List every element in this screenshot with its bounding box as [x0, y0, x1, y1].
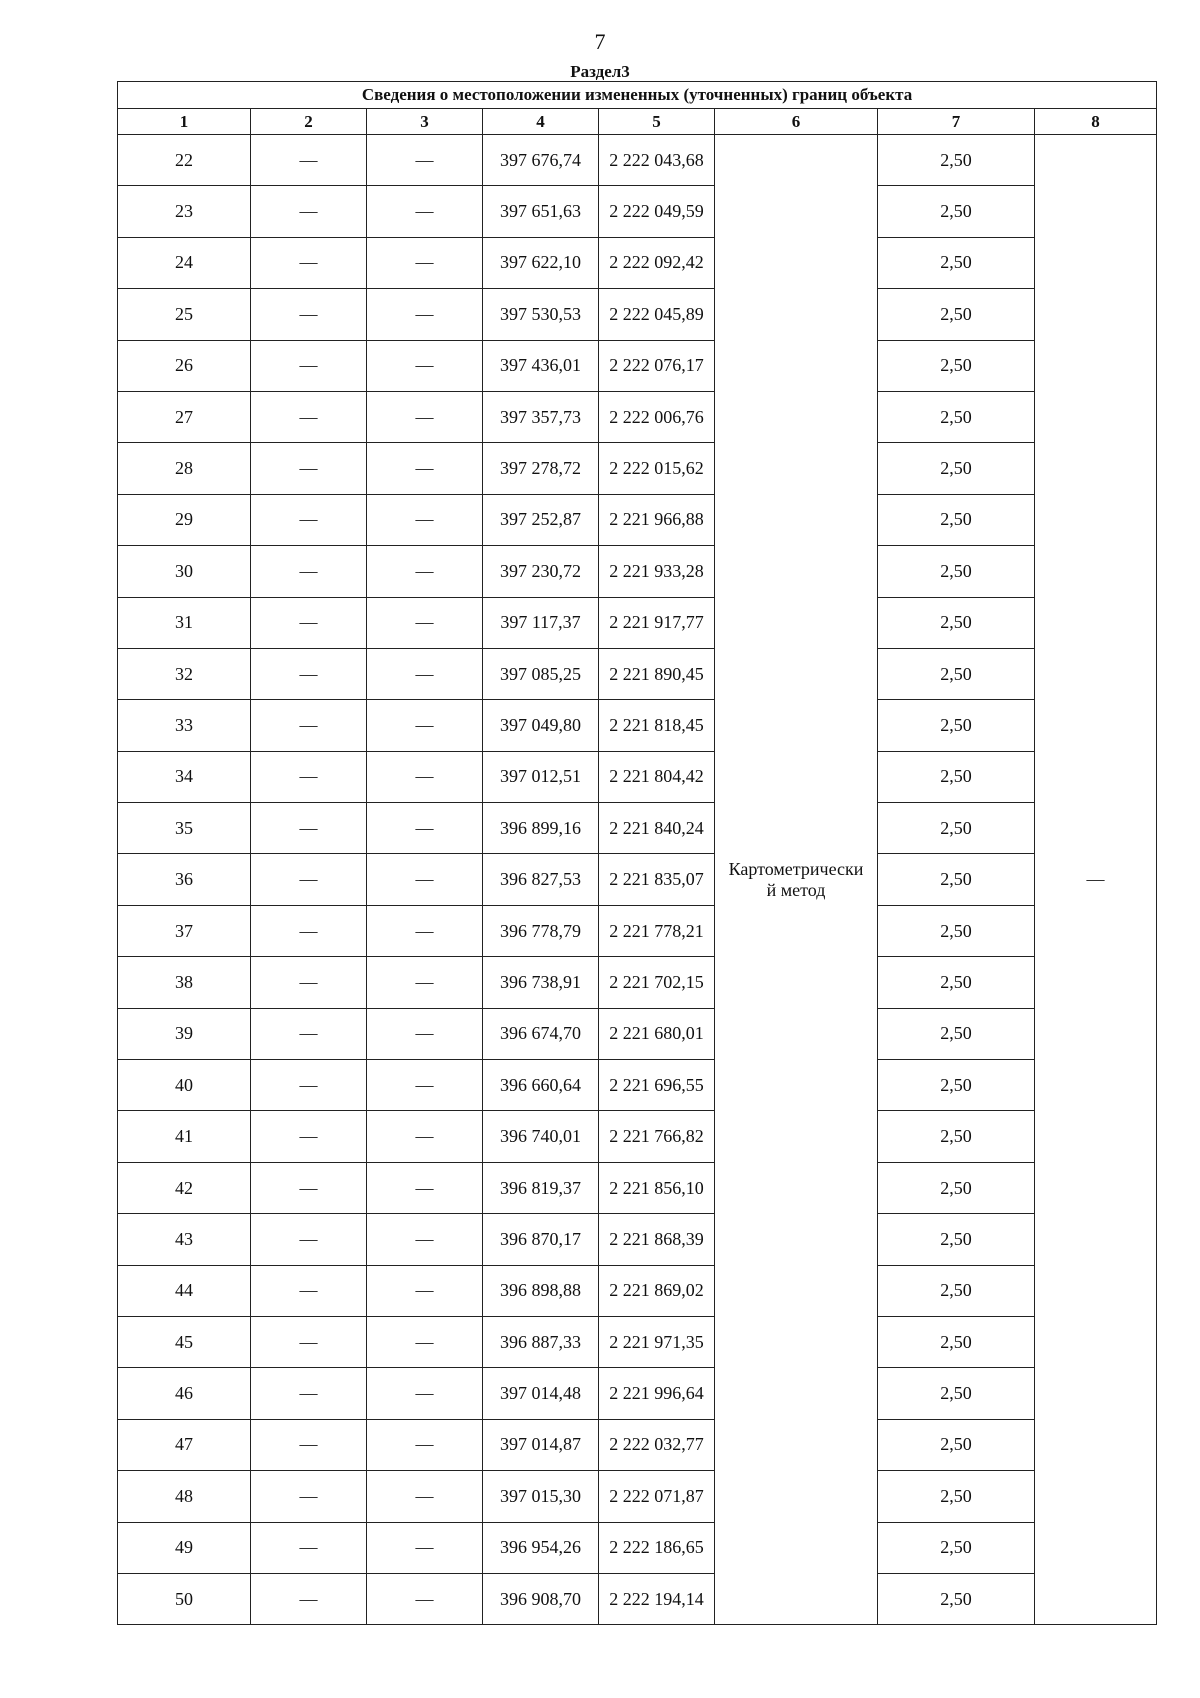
- column-2-cell: —: [251, 1471, 367, 1522]
- point-number-cell: 50: [118, 1573, 251, 1624]
- accuracy-cell: 2,50: [878, 957, 1035, 1008]
- column-3-cell: —: [367, 1265, 483, 1316]
- accuracy-cell: 2,50: [878, 803, 1035, 854]
- table-row: [118, 1162, 1157, 1213]
- x-coordinate-cell: 397 278,72: [483, 443, 599, 494]
- x-coordinate-cell: 396 908,70: [483, 1573, 599, 1624]
- point-number-cell: 45: [118, 1316, 251, 1367]
- x-coordinate-cell: 396 778,79: [483, 905, 599, 956]
- accuracy-cell: 2,50: [878, 1368, 1035, 1419]
- table-body: [118, 135, 1157, 1625]
- column-3-cell: —: [367, 1522, 483, 1573]
- column-2-cell: —: [251, 854, 367, 905]
- y-coordinate-cell: 2 221 971,35: [599, 1316, 715, 1367]
- point-number-cell: 27: [118, 391, 251, 442]
- column-2-cell: —: [251, 803, 367, 854]
- column-number-7: 7: [878, 109, 1035, 135]
- y-coordinate-cell: 2 221 696,55: [599, 1060, 715, 1111]
- accuracy-cell: 2,50: [878, 1111, 1035, 1162]
- column-2-cell: —: [251, 1368, 367, 1419]
- column-2-cell: —: [251, 443, 367, 494]
- point-number-cell: 37: [118, 905, 251, 956]
- table-row: [118, 1522, 1157, 1573]
- point-number-cell: 34: [118, 751, 251, 802]
- point-number-cell: 35: [118, 803, 251, 854]
- table-row: [118, 957, 1157, 1008]
- accuracy-cell: 2,50: [878, 1162, 1035, 1213]
- x-coordinate-cell: 397 676,74: [483, 135, 599, 186]
- column-number-row: [118, 109, 1157, 135]
- x-coordinate-cell: 397 117,37: [483, 597, 599, 648]
- column-2-cell: —: [251, 1573, 367, 1624]
- column-3-cell: —: [367, 237, 483, 288]
- column-2-cell: —: [251, 1316, 367, 1367]
- column-number-4: 4: [483, 109, 599, 135]
- table-row: [118, 135, 1157, 186]
- x-coordinate-cell: 396 740,01: [483, 1111, 599, 1162]
- y-coordinate-cell: 2 222 092,42: [599, 237, 715, 288]
- column-2-cell: —: [251, 340, 367, 391]
- table-row: [118, 1316, 1157, 1367]
- point-number-cell: 25: [118, 289, 251, 340]
- point-number-cell: 23: [118, 186, 251, 237]
- column-3-cell: —: [367, 340, 483, 391]
- table-row: [118, 1060, 1157, 1111]
- point-number-cell: 22: [118, 135, 251, 186]
- x-coordinate-cell: 397 252,87: [483, 494, 599, 545]
- column-3-cell: —: [367, 905, 483, 956]
- accuracy-cell: 2,50: [878, 648, 1035, 699]
- column-number-2: 2: [251, 109, 367, 135]
- accuracy-cell: 2,50: [878, 1214, 1035, 1265]
- table-row: [118, 1573, 1157, 1624]
- accuracy-cell: 2,50: [878, 905, 1035, 956]
- y-coordinate-cell: 2 221 840,24: [599, 803, 715, 854]
- column-3-cell: —: [367, 597, 483, 648]
- column-2-cell: —: [251, 1008, 367, 1059]
- table-row: [118, 1368, 1157, 1419]
- point-number-cell: 39: [118, 1008, 251, 1059]
- point-number-cell: 29: [118, 494, 251, 545]
- table-row: [118, 751, 1157, 802]
- boundary-coordinates-table: [117, 81, 1157, 1625]
- table-row: [118, 1471, 1157, 1522]
- column-2-cell: —: [251, 494, 367, 545]
- point-number-cell: 30: [118, 546, 251, 597]
- y-coordinate-cell: 2 221 702,15: [599, 957, 715, 1008]
- y-coordinate-cell: 2 222 049,59: [599, 186, 715, 237]
- column-3-cell: —: [367, 1316, 483, 1367]
- column-number-1: 1: [118, 109, 251, 135]
- table-caption: Сведения о местоположении измененных (уточненных) границ объекта: [118, 82, 1157, 109]
- column-2-cell: —: [251, 700, 367, 751]
- x-coordinate-cell: 397 012,51: [483, 751, 599, 802]
- point-number-cell: 43: [118, 1214, 251, 1265]
- x-coordinate-cell: 396 738,91: [483, 957, 599, 1008]
- x-coordinate-cell: 396 898,88: [483, 1265, 599, 1316]
- accuracy-cell: 2,50: [878, 1265, 1035, 1316]
- y-coordinate-cell: 2 221 835,07: [599, 854, 715, 905]
- column-2-cell: —: [251, 1111, 367, 1162]
- y-coordinate-cell: 2 221 680,01: [599, 1008, 715, 1059]
- y-coordinate-cell: 2 221 818,45: [599, 700, 715, 751]
- column-3-cell: —: [367, 803, 483, 854]
- x-coordinate-cell: 397 651,63: [483, 186, 599, 237]
- column-2-cell: —: [251, 957, 367, 1008]
- point-number-cell: 44: [118, 1265, 251, 1316]
- column-2-cell: —: [251, 1522, 367, 1573]
- column-3-cell: —: [367, 1471, 483, 1522]
- column-2-cell: —: [251, 546, 367, 597]
- accuracy-cell: 2,50: [878, 1419, 1035, 1470]
- accuracy-cell: 2,50: [878, 135, 1035, 186]
- page-number: 7: [594, 29, 606, 54]
- y-coordinate-cell: 2 222 186,65: [599, 1522, 715, 1573]
- column-3-cell: —: [367, 1162, 483, 1213]
- point-number-cell: 49: [118, 1522, 251, 1573]
- table-row: [118, 1265, 1157, 1316]
- y-coordinate-cell: 2 222 076,17: [599, 340, 715, 391]
- column-3-cell: —: [367, 1214, 483, 1265]
- column-2-cell: —: [251, 648, 367, 699]
- accuracy-cell: 2,50: [878, 751, 1035, 802]
- table-row: [118, 443, 1157, 494]
- column-3-cell: —: [367, 1111, 483, 1162]
- column-8-cell: —: [1035, 135, 1157, 1625]
- column-3-cell: —: [367, 391, 483, 442]
- column-3-cell: —: [367, 546, 483, 597]
- point-number-cell: 38: [118, 957, 251, 1008]
- table-row: [118, 186, 1157, 237]
- y-coordinate-cell: 2 221 890,45: [599, 648, 715, 699]
- table-row: [118, 1111, 1157, 1162]
- accuracy-cell: 2,50: [878, 186, 1035, 237]
- point-number-cell: 46: [118, 1368, 251, 1419]
- table-row: [118, 1214, 1157, 1265]
- x-coordinate-cell: 397 049,80: [483, 700, 599, 751]
- table-row: [118, 700, 1157, 751]
- column-2-cell: —: [251, 135, 367, 186]
- column-3-cell: —: [367, 1573, 483, 1624]
- point-number-cell: 42: [118, 1162, 251, 1213]
- column-2-cell: —: [251, 751, 367, 802]
- y-coordinate-cell: 2 221 996,64: [599, 1368, 715, 1419]
- determination-method-cell: [715, 135, 878, 1625]
- column-3-cell: —: [367, 1419, 483, 1470]
- y-coordinate-cell: 2 222 043,68: [599, 135, 715, 186]
- column-2-cell: —: [251, 1419, 367, 1470]
- column-2-cell: —: [251, 905, 367, 956]
- x-coordinate-cell: 397 014,48: [483, 1368, 599, 1419]
- x-coordinate-cell: 396 887,33: [483, 1316, 599, 1367]
- table-row: [118, 289, 1157, 340]
- point-number-cell: 36: [118, 854, 251, 905]
- accuracy-cell: 2,50: [878, 1060, 1035, 1111]
- x-coordinate-cell: 396 819,37: [483, 1162, 599, 1213]
- point-number-cell: 28: [118, 443, 251, 494]
- column-number-3: 3: [367, 109, 483, 135]
- point-number-cell: 48: [118, 1471, 251, 1522]
- point-number-cell: 32: [118, 648, 251, 699]
- column-2-cell: —: [251, 289, 367, 340]
- y-coordinate-cell: 2 221 933,28: [599, 546, 715, 597]
- column-3-cell: —: [367, 494, 483, 545]
- table-row: [118, 854, 1157, 905]
- section-title: Раздел3: [570, 62, 630, 81]
- accuracy-cell: 2,50: [878, 546, 1035, 597]
- y-coordinate-cell: 2 222 194,14: [599, 1573, 715, 1624]
- column-number-5: 5: [599, 109, 715, 135]
- x-coordinate-cell: 396 899,16: [483, 803, 599, 854]
- accuracy-cell: 2,50: [878, 237, 1035, 288]
- x-coordinate-cell: 396 870,17: [483, 1214, 599, 1265]
- column-3-cell: —: [367, 443, 483, 494]
- accuracy-cell: 2,50: [878, 443, 1035, 494]
- column-3-cell: —: [367, 854, 483, 905]
- y-coordinate-cell: 2 221 917,77: [599, 597, 715, 648]
- y-coordinate-cell: 2 221 868,39: [599, 1214, 715, 1265]
- y-coordinate-cell: 2 222 032,77: [599, 1419, 715, 1470]
- y-coordinate-cell: 2 221 966,88: [599, 494, 715, 545]
- table-row: [118, 648, 1157, 699]
- point-number-cell: 31: [118, 597, 251, 648]
- table-row: [118, 237, 1157, 288]
- method-line: Картометрически: [728, 858, 864, 879]
- accuracy-cell: 2,50: [878, 1471, 1035, 1522]
- point-number-cell: 24: [118, 237, 251, 288]
- x-coordinate-cell: 396 660,64: [483, 1060, 599, 1111]
- table-row: [118, 1419, 1157, 1470]
- column-2-cell: —: [251, 597, 367, 648]
- accuracy-cell: 2,50: [878, 1573, 1035, 1624]
- accuracy-cell: 2,50: [878, 597, 1035, 648]
- column-2-cell: —: [251, 1265, 367, 1316]
- column-3-cell: —: [367, 700, 483, 751]
- x-coordinate-cell: 396 954,26: [483, 1522, 599, 1573]
- x-coordinate-cell: 397 014,87: [483, 1419, 599, 1470]
- y-coordinate-cell: 2 221 869,02: [599, 1265, 715, 1316]
- accuracy-cell: 2,50: [878, 1316, 1035, 1367]
- y-coordinate-cell: 2 222 015,62: [599, 443, 715, 494]
- column-3-cell: —: [367, 135, 483, 186]
- column-2-cell: —: [251, 186, 367, 237]
- table-row: [118, 340, 1157, 391]
- y-coordinate-cell: 2 222 045,89: [599, 289, 715, 340]
- column-number-6: 6: [715, 109, 878, 135]
- table-row: [118, 546, 1157, 597]
- column-3-cell: —: [367, 1008, 483, 1059]
- column-3-cell: —: [367, 186, 483, 237]
- x-coordinate-cell: 396 827,53: [483, 854, 599, 905]
- table-row: [118, 803, 1157, 854]
- x-coordinate-cell: 397 530,53: [483, 289, 599, 340]
- x-coordinate-cell: 397 436,01: [483, 340, 599, 391]
- table-row: [118, 905, 1157, 956]
- column-3-cell: —: [367, 751, 483, 802]
- point-number-cell: 41: [118, 1111, 251, 1162]
- x-coordinate-cell: 397 230,72: [483, 546, 599, 597]
- x-coordinate-cell: 397 015,30: [483, 1471, 599, 1522]
- column-3-cell: —: [367, 648, 483, 699]
- accuracy-cell: 2,50: [878, 1008, 1035, 1059]
- point-number-cell: 26: [118, 340, 251, 391]
- x-coordinate-cell: 396 674,70: [483, 1008, 599, 1059]
- column-2-cell: —: [251, 1060, 367, 1111]
- column-number-8: 8: [1035, 109, 1157, 135]
- accuracy-cell: 2,50: [878, 289, 1035, 340]
- column-3-cell: —: [367, 1060, 483, 1111]
- column-3-cell: —: [367, 1368, 483, 1419]
- column-3-cell: —: [367, 957, 483, 1008]
- y-coordinate-cell: 2 222 006,76: [599, 391, 715, 442]
- table-row: [118, 391, 1157, 442]
- y-coordinate-cell: 2 221 804,42: [599, 751, 715, 802]
- accuracy-cell: 2,50: [878, 340, 1035, 391]
- y-coordinate-cell: 2 222 071,87: [599, 1471, 715, 1522]
- column-2-cell: —: [251, 1214, 367, 1265]
- x-coordinate-cell: 397 085,25: [483, 648, 599, 699]
- point-number-cell: 40: [118, 1060, 251, 1111]
- x-coordinate-cell: 397 357,73: [483, 391, 599, 442]
- accuracy-cell: 2,50: [878, 700, 1035, 751]
- y-coordinate-cell: 2 221 766,82: [599, 1111, 715, 1162]
- table-row: [118, 494, 1157, 545]
- accuracy-cell: 2,50: [878, 1522, 1035, 1573]
- table-row: [118, 1008, 1157, 1059]
- y-coordinate-cell: 2 221 778,21: [599, 905, 715, 956]
- column-2-cell: —: [251, 1162, 367, 1213]
- column-3-cell: —: [367, 289, 483, 340]
- column-2-cell: —: [251, 237, 367, 288]
- accuracy-cell: 2,50: [878, 854, 1035, 905]
- table-row: [118, 597, 1157, 648]
- method-line: й метод: [766, 879, 826, 900]
- x-coordinate-cell: 397 622,10: [483, 237, 599, 288]
- point-number-cell: 47: [118, 1419, 251, 1470]
- accuracy-cell: 2,50: [878, 391, 1035, 442]
- y-coordinate-cell: 2 221 856,10: [599, 1162, 715, 1213]
- column-2-cell: —: [251, 391, 367, 442]
- accuracy-cell: 2,50: [878, 494, 1035, 545]
- point-number-cell: 33: [118, 700, 251, 751]
